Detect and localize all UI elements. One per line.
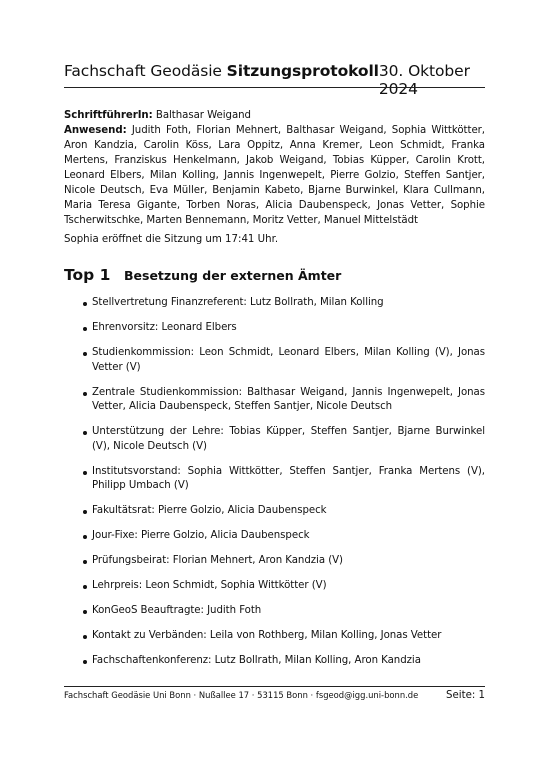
- header-org: Fachschaft Geodäsie: [64, 62, 222, 80]
- page-header: [64, 62, 485, 98]
- list-item-text: Fakultätsrat: Pierre Golzio, Alicia Daubenspeck: [92, 505, 327, 517]
- page-number: Seite: 1: [446, 690, 485, 701]
- list-item-text: Studienkommission: Leon Schmidt, Leonard Elbers, Milan Kolling (V), Jonas Vetter (V): [92, 346, 485, 373]
- list-item: [64, 425, 485, 454]
- bullet-icon: [83, 585, 87, 589]
- meta-block: [64, 108, 485, 228]
- list-item-text: Unterstützung der Lehre: Tobias Küpper, Steffen Santjer, Bjarne Burwinkel (V), Nicole Deutsch (V): [92, 426, 485, 452]
- header-doc-type: Sitzungsprotokoll: [226, 62, 379, 80]
- list-item: [64, 321, 485, 336]
- list-item: [64, 654, 485, 669]
- bullet-icon: [83, 352, 87, 356]
- list-item: [64, 554, 485, 569]
- list-item-text: Jour-Fixe: Pierre Golzio, Alicia Daubenspeck: [92, 530, 310, 542]
- present-line: [64, 123, 485, 228]
- section-title: Besetzung der externen Ämter: [124, 268, 342, 283]
- list-item: [64, 465, 485, 494]
- writer-name: Balthasar Weigand: [155, 110, 251, 121]
- page-footer: [64, 690, 485, 701]
- opening-statement: Sophia eröffnet die Sitzung um 17:41 Uhr.: [64, 234, 279, 245]
- list-item-text: Zentrale Studienkommission: Balthasar Weigand, Jannis Ingenwepelt, Jonas Vetter, Alicia Daubenspeck, Steffen Santjer, Nicole Deutsch: [92, 386, 485, 413]
- bullet-icon: [83, 431, 87, 435]
- list-item: [64, 579, 485, 594]
- list-item-text: KonGeoS Beauftragte: Judith Foth: [92, 605, 262, 617]
- list-item-text: Kontakt zu Verbänden: Leila von Rothberg, Milan Kolling, Jonas Vetter: [92, 630, 442, 642]
- bullet-icon: [83, 560, 87, 564]
- header-divider: [64, 87, 485, 88]
- bullet-icon: [83, 327, 87, 331]
- list-item: [64, 529, 485, 544]
- section-heading: [64, 266, 341, 284]
- assignment-list: [64, 296, 485, 679]
- header-title: [64, 62, 379, 80]
- bullet-icon: [83, 302, 87, 306]
- footer-divider: [64, 686, 485, 687]
- bullet-icon: [83, 392, 87, 396]
- bullet-icon: [83, 535, 87, 539]
- list-item-text: Stellvertretung Finanzreferent: Lutz Bollrath, Milan Kolling: [92, 297, 384, 308]
- list-item-text: Ehrenvorsitz: Leonard Elbers: [92, 321, 237, 333]
- writer-label: SchriftführerIn:: [64, 110, 153, 121]
- list-item: [64, 346, 485, 375]
- list-item-text: Institutsvorstand: Sophia Wittkötter, Steffen Santjer, Franka Mertens (V), Philipp Umbach (V): [92, 465, 485, 492]
- section-number: Top 1: [64, 266, 111, 284]
- present-label: Anwesend:: [64, 125, 127, 136]
- list-item-text: Prüfungsbeirat: Florian Mehnert, Aron Kandzia (V): [92, 555, 343, 567]
- list-item: [64, 296, 485, 311]
- bullet-icon: [83, 610, 87, 614]
- list-item-text: Fachschaftenkonferenz: Lutz Bollrath, Milan Kolling, Aron Kandzia: [92, 655, 421, 667]
- footer-address: Fachschaft Geodäsie Uni Bonn · Nußallee 17 · 53115 Bonn · fsgeod@igg.uni-bonn.de: [64, 690, 419, 700]
- header-date: 30. Oktober 2024: [378, 62, 470, 98]
- writer-line: [64, 108, 485, 123]
- bullet-icon: [83, 660, 87, 664]
- bullet-icon: [83, 635, 87, 639]
- list-item: [64, 604, 485, 619]
- list-item: [64, 386, 485, 415]
- list-item-text: Lehrpreis: Leon Schmidt, Sophia Wittkötter (V): [92, 580, 327, 592]
- present-names: Judith Foth, Florian Mehnert, Balthasar Weigand, Sophia Wittkötter, Aron Kandzia, Carolin Köss, Lara Oppitz, Anna Kremer, Leon Schmidt, Franka Mertens, Franziskus Henkelmann, Jakob Weigand, Tobias Küpper, Carolin Krott, Leonard Elbers, Milan Kolling, Jannis Ingenwepelt, Pierre Golzio, Steffen Santjer, Nicole Deutsch, Eva Müller, Benjamin Kabeto, Bjarne Burwinkel, Klara Cullmann, Maria Teresa Gigante, Torben Noras, Alicia Daubenspeck, Jonas Vetter, Sophie Tscherwitschke, Marten Bennemann, Moritz Vetter, Manuel Mittelstädt: [64, 125, 485, 226]
- list-item: [64, 629, 485, 644]
- bullet-icon: [83, 471, 87, 475]
- list-item: [64, 504, 485, 519]
- bullet-icon: [83, 510, 87, 514]
